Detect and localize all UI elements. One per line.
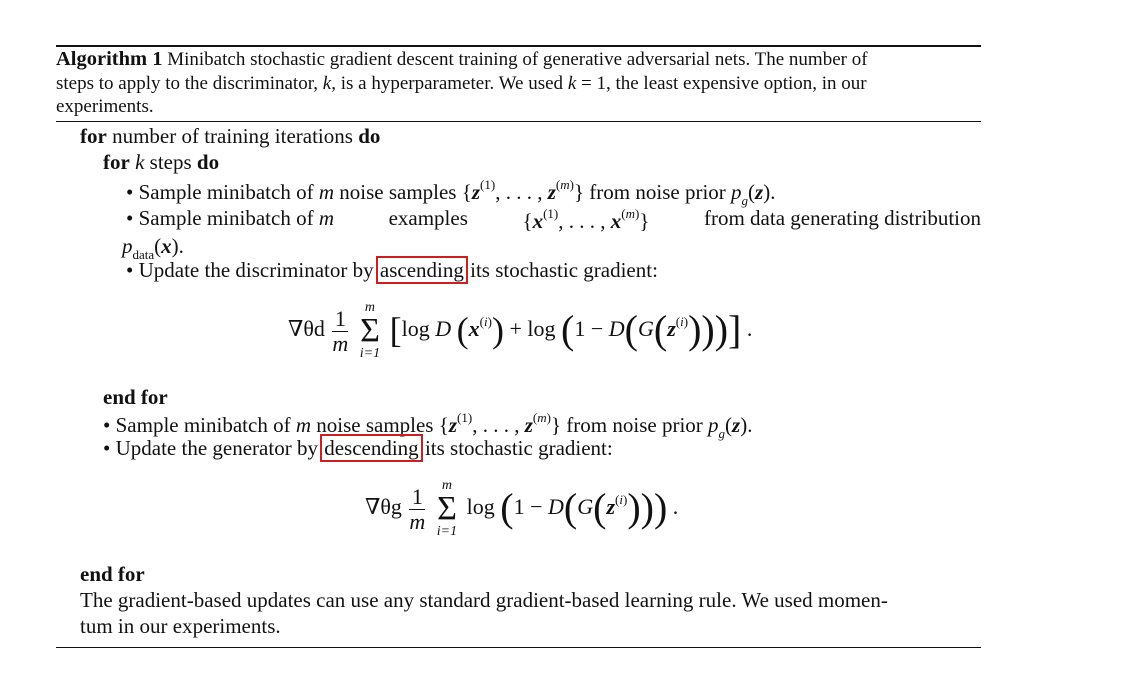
g-D: D <box>548 494 564 520</box>
g-bullet1-text-a: Sample minibatch of <box>115 413 291 437</box>
d-bullet2-text-a: Sample minibatch of <box>138 206 314 230</box>
discriminator-gradient-equation: ∇θd $\frac{1}{m}$ m Σ i=1 [log D $(x^{(i)}) + \log (1 - D(G(z^{(i)})))$] . <box>288 300 753 361</box>
g-summation: m Σ i=1 <box>436 478 458 539</box>
d-bullet-sample-data: • Sample minibatch of m examples {$x^{(1)}$, . . . , $x^{(m)}$} from data generating distribution <box>126 206 981 233</box>
inner-do-keyword: do <box>196 150 220 174</box>
g-one-minus: 1 − <box>513 494 543 520</box>
algorithm-label: Algorithm 1 <box>56 48 163 70</box>
d-bullet-sample-noise: • Sample minibatch of m noise samples {$z^{(1)}$, . . . , $z^{(m)}$} from noise prior $p_g(z)$. <box>126 177 776 208</box>
g-bullet1-set: {$z^{(1)}$, . . . , $z^{(m)}$} <box>438 410 562 437</box>
descending-highlight: descending <box>320 434 422 462</box>
g-sum-bot: i=1 <box>436 524 458 539</box>
outer-end-for: end for <box>80 562 145 586</box>
d-fraction <box>332 307 348 356</box>
d-sum-top: m <box>364 300 376 315</box>
caption-k-variable-2: k <box>567 72 577 94</box>
caption-line2-b: , is a hyperparameter. We used <box>331 72 564 94</box>
g-bullet-sample-noise: • Sample minibatch of m noise samples {$z^{(1)}$, . . . , $z^{(m)}$} from noise prior $p_g(z)$. <box>103 410 753 441</box>
d-D: D <box>435 316 452 342</box>
inner-for-keyword: for <box>103 150 130 174</box>
d-D2: D <box>608 316 625 342</box>
do-keyword: do <box>358 124 381 148</box>
d-bullet2-text-c: from data generating distribution <box>703 206 981 230</box>
footer-line2: tum in our experiments. <box>80 614 281 638</box>
inner-for-line <box>103 150 219 175</box>
d-bullet1-text-a: Sample minibatch of <box>138 180 314 204</box>
g-bullet1-m: m <box>295 413 311 437</box>
d-bullet1-text-c: from noise prior <box>589 180 726 204</box>
footer-line1: The gradient-based updates can use any standard gradient-based learning rule. We used momen- <box>80 588 888 612</box>
caption-line2-a: steps to apply to the discriminator, <box>56 72 319 94</box>
d-bullet1-text-b: noise samples <box>339 180 457 204</box>
d-bullet-update: • Update the discriminator by ascending its stochastic gradient: <box>126 258 658 282</box>
d-bullet2-dist: $p_{data}(x)$. <box>122 234 184 262</box>
d-bullet3-text-b: its stochastic gradient: <box>470 258 658 282</box>
d-bullet1-m: m <box>318 180 334 204</box>
d-one-minus: 1 − <box>574 316 604 342</box>
d-bullet2-m: m <box>318 206 334 230</box>
for-keyword: for <box>80 124 107 148</box>
outer-loop-text: number of training iterations <box>112 124 353 148</box>
caption-line1: Minibatch stochastic gradient descent training of generative adversarial nets. The number of <box>167 49 868 70</box>
d-plus-log: + log <box>509 316 556 342</box>
outer-for-line <box>80 124 380 149</box>
g-grad-symbol: ∇θg <box>365 494 402 520</box>
top-rule-thick <box>56 45 981 47</box>
g-fraction <box>409 485 425 534</box>
g-bullet1-text-c: from noise prior <box>566 413 703 437</box>
d-sum-bot: i=1 <box>359 346 381 361</box>
g-frac-num: 1 <box>409 485 425 510</box>
d-bullet2-text-b: examples <box>388 206 468 230</box>
d-summation: m Σ i=1 <box>359 300 381 361</box>
d-grad-symbol: ∇θd <box>288 316 325 342</box>
g-sum-top: m <box>441 478 453 493</box>
caption-rule <box>56 121 981 122</box>
g-bullet1-prior: $p_g(z)$. <box>708 413 753 441</box>
d-log: log <box>401 316 430 342</box>
g-bullet2-text-b: its stochastic gradient: <box>424 436 613 460</box>
d-bullet2-set: {$x^{(1)}$, . . . , $x^{(m)}$} <box>522 206 650 233</box>
algorithm-caption <box>56 48 981 119</box>
g-frac-den: m <box>409 508 426 534</box>
g-G: G <box>577 494 594 520</box>
ascending-highlight: ascending <box>376 256 468 284</box>
inner-end-for: end for <box>103 385 168 409</box>
d-frac-den: m <box>332 330 349 356</box>
d-bullet1-prior: $p_g(z)$. <box>731 180 776 208</box>
d-bullet3-text-a: Update the discriminator by <box>138 258 374 282</box>
generator-gradient-equation: ∇θg $\frac{1}{m}$ m Σ i=1 $\log (1 - D(G(z^{(i)})))$ . <box>365 478 679 539</box>
d-bullet1-set: {$z^{(1)}$, . . . , $z^{(m)}$} <box>461 177 585 204</box>
g-bullet1-text-b: noise samples <box>316 413 434 437</box>
caption-line2-c: = 1, the least expensive option, in our <box>581 72 867 94</box>
caption-line3: experiments. <box>56 96 154 117</box>
caption-k-variable: k <box>322 72 332 94</box>
bottom-rule <box>56 647 981 648</box>
g-bullet-update: • Update the generator by descending its stochastic gradient: <box>103 436 613 460</box>
d-frac-num: 1 <box>332 307 348 332</box>
d-G: G <box>637 316 654 342</box>
g-bullet2-text-a: Update the generator by <box>115 436 318 460</box>
g-log: log <box>466 494 495 520</box>
inner-steps-text: steps <box>149 150 192 174</box>
inner-k-variable: k <box>135 150 145 174</box>
